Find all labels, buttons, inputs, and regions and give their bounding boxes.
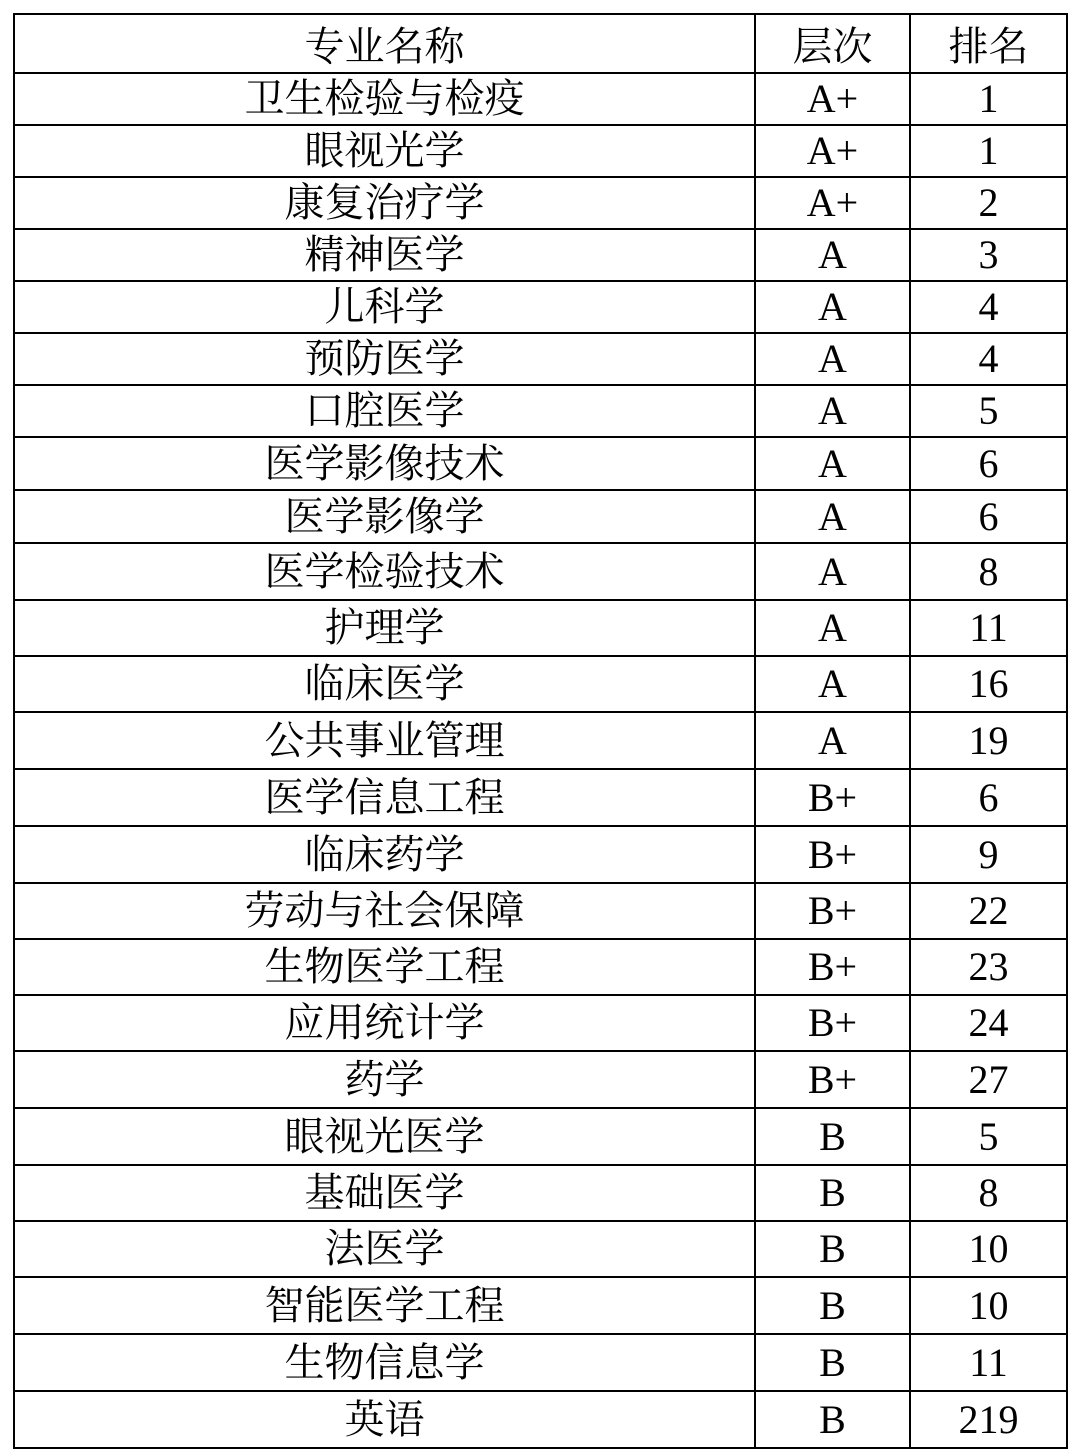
table-row: [14, 333, 1067, 385]
table-row: [14, 437, 1067, 490]
rank-cell: 4: [910, 281, 1067, 333]
rank-cell: 9: [910, 826, 1067, 883]
level-cell: B+: [755, 883, 910, 939]
level-cell: B: [755, 1391, 910, 1448]
rank-cell: 6: [910, 437, 1067, 490]
rank-cell: 19: [910, 712, 1067, 769]
level-cell: A: [755, 333, 910, 385]
level-cell: B+: [755, 769, 910, 826]
major-name-cell: 劳动与社会保障: [14, 883, 755, 939]
rank-cell: 11: [910, 1334, 1067, 1391]
table-header: [14, 14, 1067, 73]
level-cell: A: [755, 437, 910, 490]
table-row: [14, 1051, 1067, 1108]
rank-cell: 6: [910, 490, 1067, 543]
level-cell: B: [755, 1165, 910, 1221]
table-row: [14, 712, 1067, 769]
major-name-cell: 应用统计学: [14, 995, 755, 1051]
major-name-cell: 卫生检验与检疫: [14, 73, 755, 125]
level-cell: B: [755, 1334, 910, 1391]
level-cell: A+: [755, 177, 910, 229]
major-name-cell: 基础医学: [14, 1165, 755, 1221]
level-cell: A: [755, 600, 910, 656]
major-name-cell: 医学检验技术: [14, 543, 755, 600]
table-row: [14, 543, 1067, 600]
level-cell: A: [755, 490, 910, 543]
major-name-cell: 临床药学: [14, 826, 755, 883]
major-name-cell: 预防医学: [14, 333, 755, 385]
major-name-cell: 临床医学: [14, 656, 755, 712]
level-cell: A: [755, 229, 910, 281]
table-body: [14, 73, 1067, 1448]
table-row: [14, 1334, 1067, 1391]
table-row: [14, 600, 1067, 656]
major-name-cell: 法医学: [14, 1221, 755, 1277]
major-name-cell: 儿科学: [14, 281, 755, 333]
major-name-cell: 生物医学工程: [14, 939, 755, 995]
major-name-cell: 英语: [14, 1391, 755, 1448]
major-name-cell: 医学信息工程: [14, 769, 755, 826]
table-row: [14, 1391, 1067, 1448]
table-row: [14, 656, 1067, 712]
header-rank: 排名: [910, 14, 1067, 73]
rank-cell: 4: [910, 333, 1067, 385]
level-cell: B: [755, 1221, 910, 1277]
level-cell: A: [755, 543, 910, 600]
table-row: [14, 281, 1067, 333]
rank-cell: 27: [910, 1051, 1067, 1108]
level-cell: B: [755, 1108, 910, 1165]
table-row: [14, 995, 1067, 1051]
major-name-cell: 眼视光医学: [14, 1108, 755, 1165]
header-row: [14, 14, 1067, 73]
rank-cell: 3: [910, 229, 1067, 281]
major-name-cell: 口腔医学: [14, 385, 755, 437]
level-cell: A+: [755, 125, 910, 177]
level-cell: A: [755, 656, 910, 712]
table-row: [14, 385, 1067, 437]
major-name-cell: 医学影像学: [14, 490, 755, 543]
table-row: [14, 177, 1067, 229]
table-row: [14, 1221, 1067, 1277]
table-row: [14, 125, 1067, 177]
table-row: [14, 229, 1067, 281]
table-row: [14, 826, 1067, 883]
level-cell: B: [755, 1277, 910, 1334]
table-row: [14, 490, 1067, 543]
rank-cell: 10: [910, 1221, 1067, 1277]
rank-cell: 5: [910, 1108, 1067, 1165]
major-name-cell: 精神医学: [14, 229, 755, 281]
table-row: [14, 883, 1067, 939]
rank-cell: 219: [910, 1391, 1067, 1448]
header-major-name: 专业名称: [14, 14, 755, 73]
major-name-cell: 智能医学工程: [14, 1277, 755, 1334]
table-row: [14, 769, 1067, 826]
level-cell: A: [755, 712, 910, 769]
level-cell: B+: [755, 995, 910, 1051]
rank-cell: 5: [910, 385, 1067, 437]
level-cell: A+: [755, 73, 910, 125]
level-cell: A: [755, 385, 910, 437]
table-row: [14, 1277, 1067, 1334]
rank-cell: 22: [910, 883, 1067, 939]
table-row: [14, 1165, 1067, 1221]
major-name-cell: 医学影像技术: [14, 437, 755, 490]
rank-cell: 11: [910, 600, 1067, 656]
rank-cell: 23: [910, 939, 1067, 995]
major-name-cell: 药学: [14, 1051, 755, 1108]
major-name-cell: 眼视光学: [14, 125, 755, 177]
ranking-table: [13, 13, 1068, 1449]
level-cell: B+: [755, 939, 910, 995]
rank-cell: 8: [910, 543, 1067, 600]
major-name-cell: 护理学: [14, 600, 755, 656]
rank-cell: 2: [910, 177, 1067, 229]
table-row: [14, 1108, 1067, 1165]
rank-cell: 6: [910, 769, 1067, 826]
level-cell: B+: [755, 1051, 910, 1108]
level-cell: B+: [755, 826, 910, 883]
rank-cell: 8: [910, 1165, 1067, 1221]
rank-cell: 24: [910, 995, 1067, 1051]
rank-cell: 16: [910, 656, 1067, 712]
level-cell: A: [755, 281, 910, 333]
major-name-cell: 公共事业管理: [14, 712, 755, 769]
major-name-cell: 康复治疗学: [14, 177, 755, 229]
header-level: 层次: [755, 14, 910, 73]
table-row: [14, 73, 1067, 125]
rank-cell: 10: [910, 1277, 1067, 1334]
major-name-cell: 生物信息学: [14, 1334, 755, 1391]
table-row: [14, 939, 1067, 995]
rank-cell: 1: [910, 125, 1067, 177]
rank-cell: 1: [910, 73, 1067, 125]
